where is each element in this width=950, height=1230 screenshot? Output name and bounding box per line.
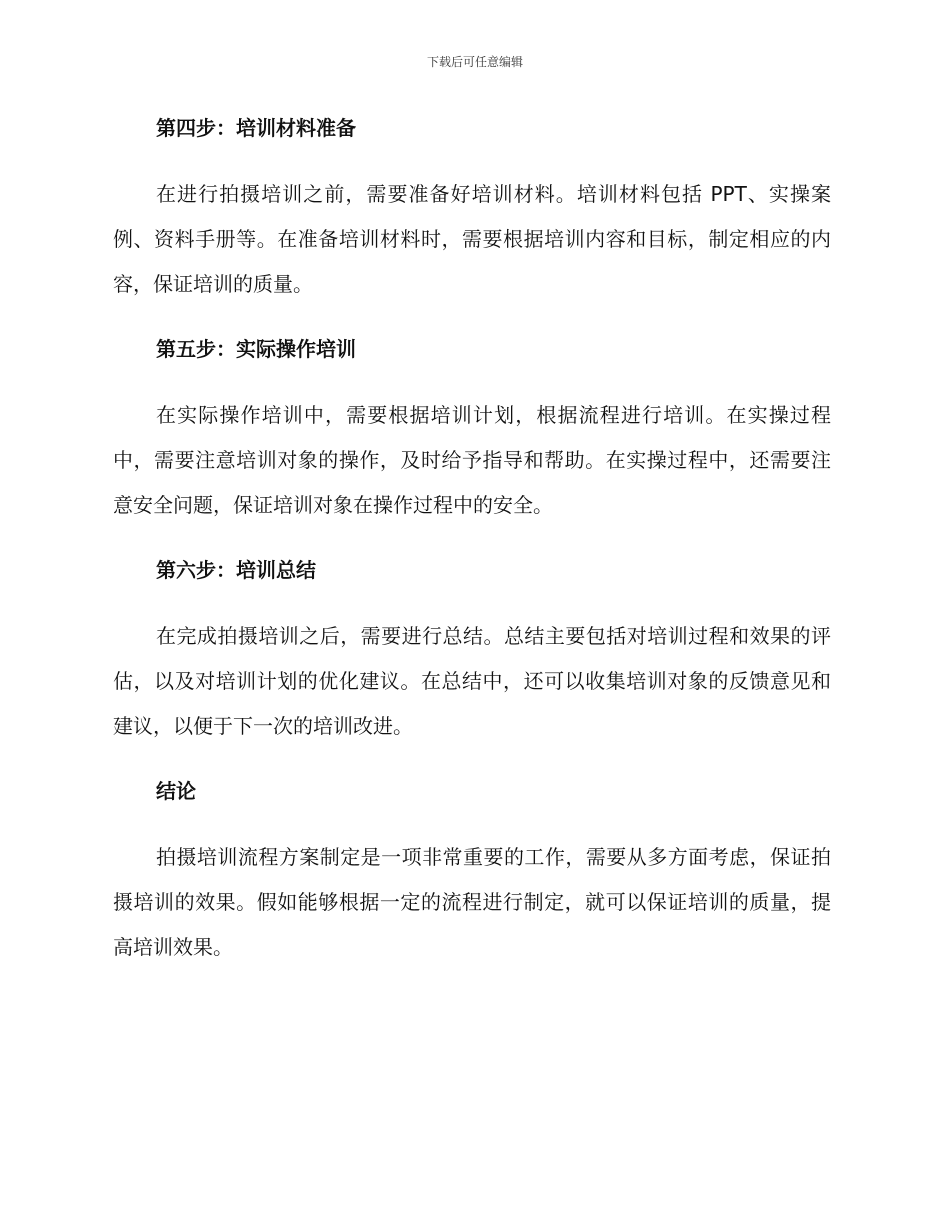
document-body <box>113 113 831 970</box>
section-paragraph-conclusion: 拍摄培训流程方案制定是一项非常重要的工作，需要从多方面考虑，保证拍摄培训的效果。假如能够根据一定的流程进行制定，就可以保证培训的质量，提高培训效果。 <box>113 845 831 959</box>
section-heading-step-5: 第五步：实际操作培训 <box>156 337 356 361</box>
section-paragraph-step-4: 在进行拍摄培训之前，需要准备好培训材料。培训材料包括 PPT、实操案例、资料手册等。在准备培训材料时，需要根据培训内容和目标，制定相应的内容，保证培训的质量。 <box>113 182 831 296</box>
section-heading-step-6: 第六步：培训总结 <box>156 558 316 582</box>
section-paragraph-step-6: 在完成拍摄培训之后，需要进行总结。总结主要包括对培训过程和效果的评估，以及对培训计划的优化建议。在总结中，还可以收集培训对象的反馈意见和建议，以便于下一次的培训改进。 <box>113 624 831 738</box>
section-heading-conclusion: 结论 <box>156 779 196 803</box>
section-paragraph-step-5: 在实际操作培训中，需要根据培训计划，根据流程进行培训。在实操过程中，需要注意培训对象的操作，及时给予指导和帮助。在实操过程中，还需要注意安全问题，保证培训对象在操作过程中的安全。 <box>113 403 831 517</box>
section-heading-step-4: 第四步：培训材料准备 <box>156 116 356 140</box>
page-header-text: 下载后可任意编辑 <box>426 55 523 69</box>
